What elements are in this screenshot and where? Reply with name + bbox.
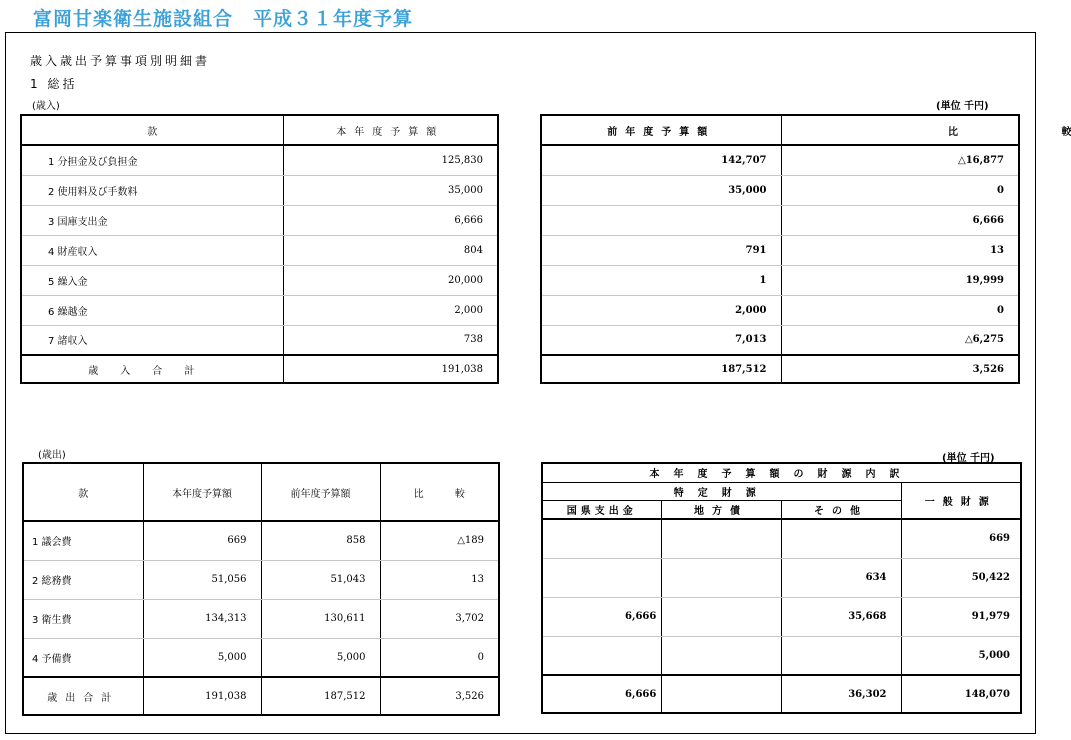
revenue-diff-value: △16,877: [781, 145, 1019, 175]
expenditure-previous-value: 5,000: [261, 638, 380, 677]
revenue-diff-value: 6,666: [781, 205, 1019, 235]
revenue-current-value: 35,000: [283, 175, 498, 205]
revenue-previous-value: [541, 205, 781, 235]
revenue-previous-value: 1: [541, 265, 781, 295]
revenue-previous-value: 142,707: [541, 145, 781, 175]
document-heading: 歳入歳出予算事項別明細書: [30, 54, 211, 68]
expenditure-general-value: 669: [901, 519, 1021, 558]
expenditure-item-name: 3 衛生費: [23, 599, 143, 638]
expenditure-other-value: 634: [781, 558, 901, 597]
expenditure-previous-value: 51,043: [261, 560, 380, 599]
page-title: 富岡甘楽衛生施設組合 平成３１年度予算: [33, 8, 414, 30]
revenue-item-name: 6 繰越金: [21, 295, 283, 325]
revenue-row: [541, 295, 1019, 325]
revenue-diff-value: 0: [781, 175, 1019, 205]
revenue-total-label: 歳入合計: [21, 355, 283, 383]
revenue-current-value: 804: [283, 235, 498, 265]
expenditure-general-value: 50,422: [901, 558, 1021, 597]
revenue-item-name: 5 繰入金: [21, 265, 283, 295]
revenue-row: [541, 235, 1019, 265]
expenditure-row: [542, 597, 1021, 636]
exp-header-general: 一般財源: [901, 482, 1021, 519]
expenditure-row: [542, 519, 1021, 558]
expenditure-total-local-bond: [661, 675, 781, 713]
revenue-current-value: 6,666: [283, 205, 498, 235]
expenditure-total-diff: 3,526: [380, 677, 499, 715]
expenditure-table-right: [541, 462, 1022, 714]
revenue-row: [541, 145, 1019, 175]
expenditure-diff-value: △189: [380, 521, 499, 560]
expenditure-current-value: 134,313: [143, 599, 261, 638]
expenditure-label: (歳出): [38, 450, 66, 461]
revenue-item-name: 2 使用料及び手数料: [21, 175, 283, 205]
exp-header-current: 本年度予算額: [143, 463, 261, 521]
header-hi: 比: [948, 126, 958, 138]
expenditure-general-value: 5,000: [901, 636, 1021, 675]
expenditure-other-value: 35,668: [781, 597, 901, 636]
expenditure-total-general: 148,070: [901, 675, 1021, 713]
expenditure-row: [23, 599, 499, 638]
expenditure-row: [542, 636, 1021, 675]
revenue-previous-value: 791: [541, 235, 781, 265]
expenditure-table-left: [22, 462, 500, 716]
expenditure-item-name: 1 議会費: [23, 521, 143, 560]
revenue-total-row: [541, 355, 1019, 383]
expenditure-item-name: 4 予備費: [23, 638, 143, 677]
expenditure-item-name: 2 総務費: [23, 560, 143, 599]
revenue-current-value: 20,000: [283, 265, 498, 295]
expenditure-other-value: [781, 636, 901, 675]
revenue-current-value: 738: [283, 325, 498, 355]
revenue-item-name: 1 分担金及び負担金: [21, 145, 283, 175]
expenditure-general-value: 91,979: [901, 597, 1021, 636]
expenditure-national-value: [542, 636, 661, 675]
expenditure-current-value: 5,000: [143, 638, 261, 677]
revenue-previous-value: 2,000: [541, 295, 781, 325]
revenue-item-name: 3 国庫支出金: [21, 205, 283, 235]
revenue-row: [541, 325, 1019, 355]
revenue-diff-value: 0: [781, 295, 1019, 325]
expenditure-row: [23, 560, 499, 599]
exp-header-local-bond: 地方債: [661, 500, 781, 519]
expenditure-local-bond-value: [661, 519, 781, 558]
revenue-total-previous: 187,512: [541, 355, 781, 383]
exp-header-breakdown: 本年度予算額の財源内訳: [542, 463, 1021, 482]
revenue-label: (歳入): [32, 101, 60, 112]
expenditure-other-value: [781, 519, 901, 558]
header-current: 本年度予算額: [283, 115, 498, 145]
revenue-total-diff: 3,526: [781, 355, 1019, 383]
expenditure-local-bond-value: [661, 597, 781, 636]
revenue-row: [21, 205, 498, 235]
revenue-row: [21, 175, 498, 205]
expenditure-diff-value: 13: [380, 560, 499, 599]
expenditure-local-bond-value: [661, 558, 781, 597]
revenue-diff-value: △6,275: [781, 325, 1019, 355]
expenditure-current-value: 669: [143, 521, 261, 560]
revenue-diff-value: 13: [781, 235, 1019, 265]
expenditure-total-row: [23, 677, 499, 715]
revenue-current-value: 2,000: [283, 295, 498, 325]
expenditure-national-value: 6,666: [542, 597, 661, 636]
revenue-row: [21, 145, 498, 175]
revenue-row: [541, 205, 1019, 235]
revenue-table-left: [20, 114, 499, 384]
expenditure-national-value: [542, 558, 661, 597]
revenue-row: [21, 325, 498, 355]
revenue-item-name: 7 諸収入: [21, 325, 283, 355]
expenditure-diff-value: 0: [380, 638, 499, 677]
revenue-table-right: [540, 114, 1071, 384]
header-kan: 款: [21, 115, 283, 145]
expenditure-diff-value: 3,702: [380, 599, 499, 638]
expenditure-previous-value: 130,611: [261, 599, 380, 638]
exp-header-hi: 比: [413, 488, 424, 500]
expenditure-row: [23, 521, 499, 560]
exp-header-national: 国県支出金: [542, 500, 661, 519]
revenue-diff-value: 19,999: [781, 265, 1019, 295]
section-heading: 1 総括: [30, 77, 78, 91]
revenue-item-name: 4 財産収入: [21, 235, 283, 265]
exp-header-specific: 特定財源: [542, 482, 901, 500]
header-kaku: 較: [1061, 126, 1071, 138]
expenditure-total-label: 歳出合計: [23, 677, 143, 715]
expenditure-total-row: [542, 675, 1021, 713]
revenue-total-current: 191,038: [283, 355, 498, 383]
expenditure-national-value: [542, 519, 661, 558]
revenue-unit: (単位 千円): [936, 101, 989, 112]
header-previous: 前年度予算額: [541, 115, 781, 145]
exp-header-comparison: [380, 463, 499, 521]
revenue-row: [21, 295, 498, 325]
expenditure-local-bond-value: [661, 636, 781, 675]
expenditure-current-value: 51,056: [143, 560, 261, 599]
revenue-row: [541, 175, 1019, 205]
exp-header-kaku: 較: [454, 488, 465, 500]
exp-header-previous: 前年度予算額: [261, 463, 380, 521]
revenue-total-row: [21, 355, 498, 383]
exp-header-kan: 款: [23, 463, 143, 521]
revenue-previous-value: 35,000: [541, 175, 781, 205]
exp-header-other: その他: [781, 500, 901, 519]
revenue-row: [541, 265, 1019, 295]
expenditure-row: [542, 558, 1021, 597]
expenditure-total-national: 6,666: [542, 675, 661, 713]
revenue-row: [21, 265, 498, 295]
expenditure-unit: (単位 千円): [942, 453, 995, 464]
revenue-current-value: 125,830: [283, 145, 498, 175]
expenditure-row: [23, 638, 499, 677]
header-comparison: [781, 115, 1071, 145]
revenue-row: [21, 235, 498, 265]
expenditure-total-previous: 187,512: [261, 677, 380, 715]
expenditure-total-current: 191,038: [143, 677, 261, 715]
expenditure-total-other: 36,302: [781, 675, 901, 713]
revenue-previous-value: 7,013: [541, 325, 781, 355]
expenditure-previous-value: 858: [261, 521, 380, 560]
